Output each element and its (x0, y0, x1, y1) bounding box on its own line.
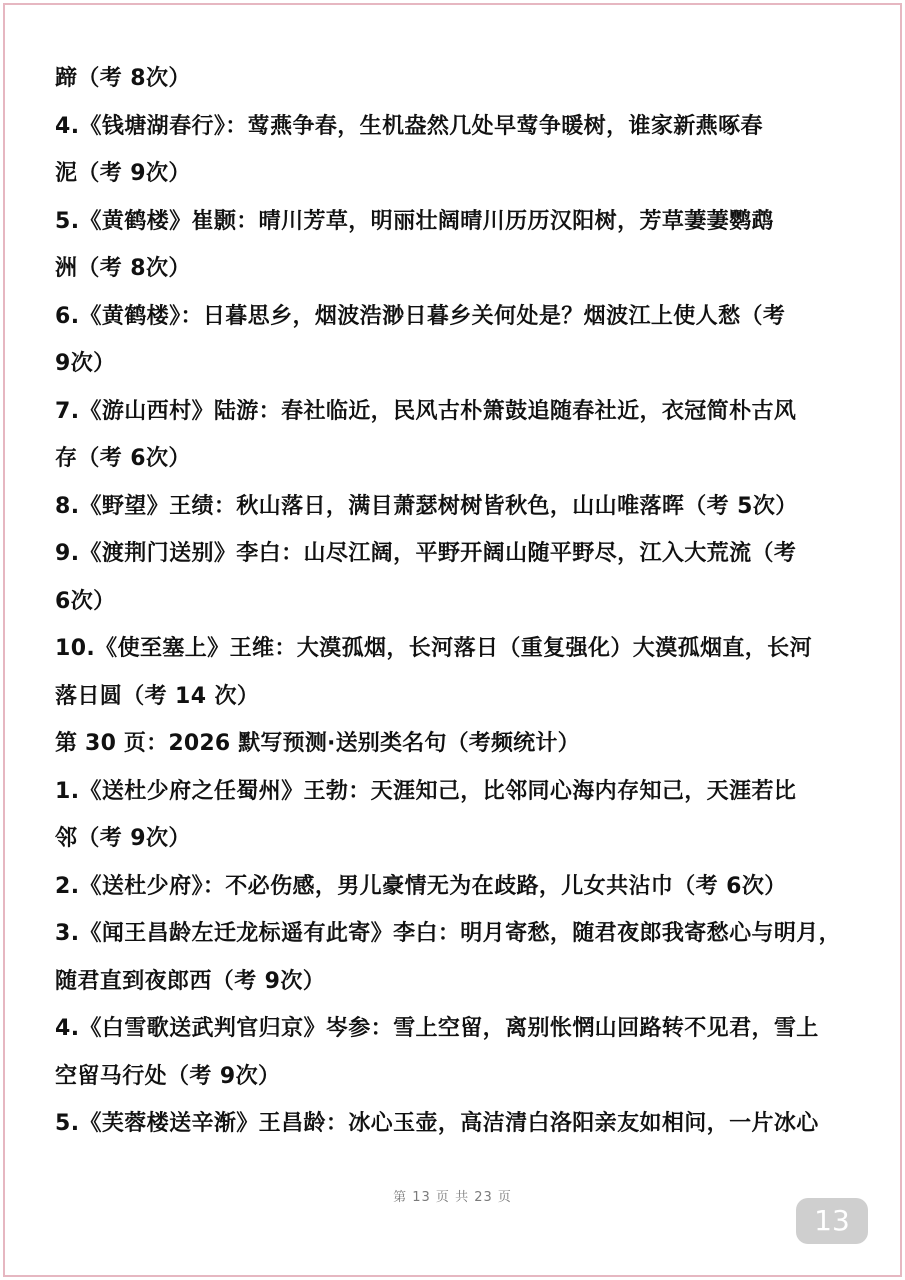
text-line: 6次） (55, 588, 116, 614)
text-line: 8.《野望》王绩：秋山落日，满目萧瑟树树皆秋色，山山唯落晖（考 5次） (55, 493, 798, 519)
text-line: 9.《渡荆门送别》李白：山尽江阔，平野开阔山随平野尽，江入大荒流（考 (55, 541, 797, 566)
text-line: 2.《送杜少府》：不必伤感，男儿豪情无为在歧路，儿女共沾巾（考 6次） (55, 873, 787, 899)
text-line: 7.《游山西村》陆游：春社临近，民风古朴箫鼓追随春社近，衣冠简朴古风 (55, 398, 797, 424)
text-line: 5.《黄鹤楼》崔颢：晴川芳草，明丽壮阔晴川历历汉阳树，芳草萋萋鹦鹉 (55, 208, 774, 234)
text-line: 随君直到夜郎西（考 9次） (55, 968, 326, 994)
text-line: 4.《白雪歌送武判官归京》岑参：雪上空留，离别怅惘山回路转不见君，雪上 (55, 1016, 819, 1041)
text-line: 泥（考 9次） (55, 161, 191, 186)
text-line: 邻（考 9次） (55, 826, 191, 851)
text-line: 洲（考 8次） (55, 256, 191, 281)
page-number-badge: 13 (796, 1198, 868, 1244)
text-line: 落日圆（考 14 次） (55, 683, 260, 709)
text-line: 空留马行处（考 9次） (55, 1063, 281, 1089)
text-line: 10.《使至塞上》王维：大漠孤烟，长河落日（重复强化）大漠孤烟直，长河 (55, 636, 812, 661)
text-line: 5.《芙蓉楼送辛渐》王昌龄：冰心玉壶，高洁清白洛阳亲友如相问，一片冰心 (55, 1111, 819, 1136)
text-line: 6.《黄鹤楼》：日暮思乡，烟波浩渺日暮乡关何处是？烟波江上使人愁（考 (55, 303, 786, 329)
text-line: 1.《送杜少府之任蜀州》王勃：天涯知己，比邻同心海内存知己，天涯若比 (55, 778, 797, 804)
text-line: 存（考 6次） (55, 446, 191, 471)
text-line: 蹄（考 8次） (55, 66, 191, 91)
document-body (55, 55, 860, 1148)
text-line: 4.《钱塘湖春行》：莺燕争春，生机盎然几处早莺争暖树，谁家新燕啄春 (55, 113, 763, 139)
text-line: 9次） (55, 351, 116, 376)
text-line: 3.《闻王昌龄左迁龙标遥有此寄》李白：明月寄愁，随君夜郎我寄愁心与明月， (55, 921, 842, 946)
section-heading: 第 30 页：2026 默写预测·送别类名句（考频统计） (55, 731, 580, 756)
page-footer: 第 13 页 共 23 页 (393, 1190, 512, 1205)
